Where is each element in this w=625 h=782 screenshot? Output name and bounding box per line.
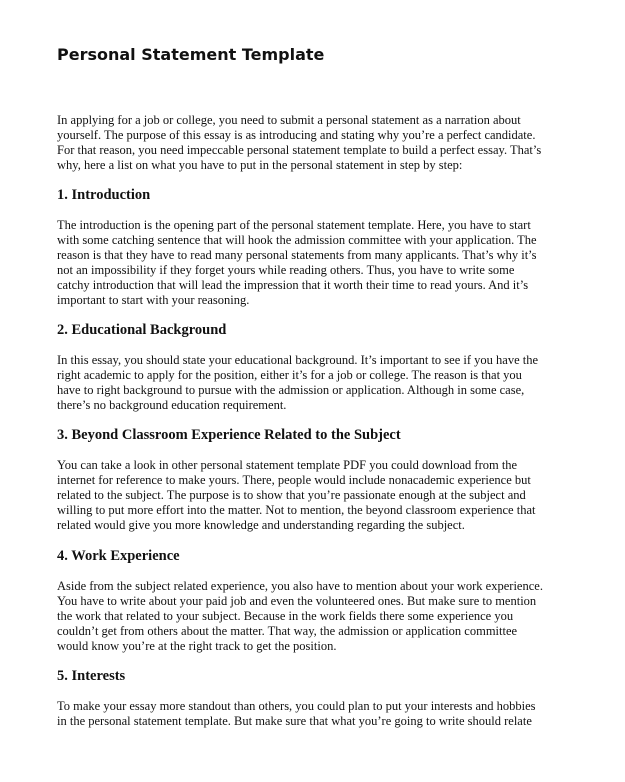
section-heading-introduction: 1. Introduction	[57, 187, 151, 203]
section-paragraph-educational-background	[57, 353, 557, 413]
section-heading-interests: 5. Interests	[57, 668, 126, 684]
document-title: Personal Statement Template	[57, 45, 325, 64]
text-line: In applying for a job or college, you need to submit a personal statement as a narration about	[57, 113, 521, 127]
text-line: why, here a list on what you have to put in the personal statement in step by step:	[57, 158, 463, 172]
text-line: right academic to apply for the position, either it’s for a job or college. The reason is that you	[57, 368, 522, 382]
text-line: important to start with your reasoning.	[57, 293, 250, 307]
section-paragraph-interests	[57, 699, 557, 729]
text-line: related to the subject. The purpose is to show that you’re passionate enough at the subject and	[57, 488, 526, 502]
text-line: couldn’t get from others about the matter. That way, the admission or application committee	[57, 624, 518, 638]
text-line: related would give you more knowledge and understanding regarding the subject.	[57, 518, 465, 532]
text-line: there’s no background education requirement.	[57, 398, 287, 412]
text-line: with some catching sentence that will hook the admission committee with your application. The	[57, 233, 537, 247]
text-line: You have to write about your paid job and even the volunteered ones. But make sure to mention	[57, 594, 537, 608]
section-heading-beyond-classroom: 3. Beyond Classroom Experience Related to the Subject	[57, 427, 401, 443]
text-line: yourself. The purpose of this essay is as introducing and stating why you’re a perfect candidate.	[57, 128, 536, 142]
text-line: For that reason, you need impeccable personal statement template to build a perfect essay. That’s	[57, 143, 542, 157]
intro-paragraph	[57, 113, 557, 173]
text-line: reason is that they have to read many personal statements from many applicants. That’s why it’s	[57, 248, 537, 262]
section-paragraph-introduction	[57, 218, 557, 308]
text-line: have to right background to pursue with the admission or application. Although in some case,	[57, 383, 525, 397]
text-line: Aside from the subject related experience, you also have to mention about your work experience.	[57, 579, 543, 593]
section-paragraph-work-experience	[57, 579, 557, 654]
text-line: willing to put more effort into the matter. Not to mention, the beyond classroom experience that	[57, 503, 536, 517]
section-heading-educational-background: 2. Educational Background	[57, 322, 227, 338]
section-heading-work-experience: 4. Work Experience	[57, 548, 180, 564]
text-line: You can take a look in other personal statement template PDF you could download from the	[57, 458, 518, 472]
text-line: To make your essay more standout than others, you could plan to put your interests and hobbies	[57, 699, 536, 713]
text-line: not an impossibility if they forget yours while reading others. Thus, you have to write some	[57, 263, 515, 277]
text-line: The introduction is the opening part of the personal statement template. Here, you have to start	[57, 218, 531, 232]
text-line: would know you’re at the right track to get the position.	[57, 639, 337, 653]
text-line: in the personal statement template. But make sure that what you’re going to write should relate	[57, 714, 532, 728]
text-line: catchy introduction that will lead the impression that it worth their time to read yours. And it’s	[57, 278, 529, 292]
text-line: the work that related to your subject. Because in the work fields there some experience you	[57, 609, 514, 623]
section-paragraph-beyond-classroom	[57, 458, 557, 533]
text-line: internet for reference to make yours. There, people would include nonacademic experience but	[57, 473, 531, 487]
text-line: In this essay, you should state your educational background. It’s important to see if you have the	[57, 353, 539, 367]
